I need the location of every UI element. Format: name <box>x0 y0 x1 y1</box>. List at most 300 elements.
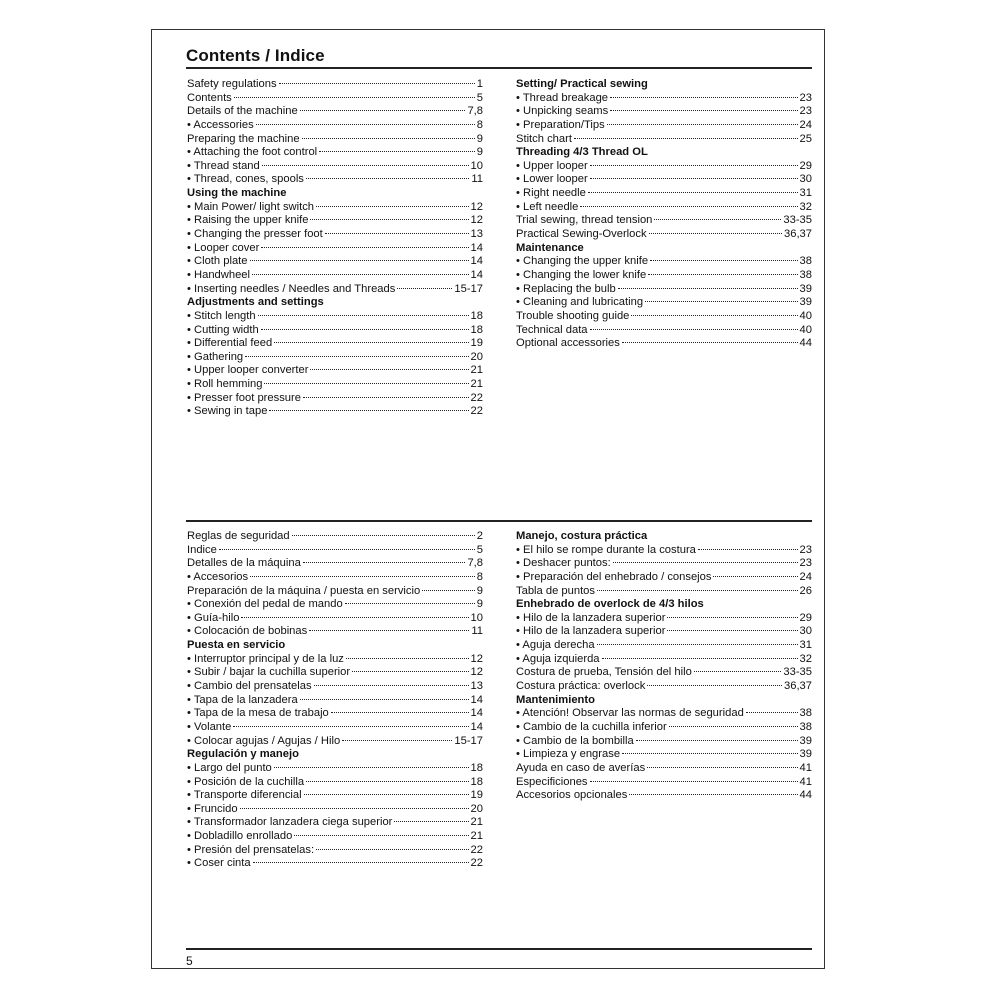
toc-leader <box>610 97 798 98</box>
toc-page-number: 20 <box>470 350 483 363</box>
toc-entry-label: Costura práctica: overlock <box>516 680 646 693</box>
toc-entry <box>516 296 812 310</box>
toc-page-number: 10 <box>470 159 483 172</box>
toc-leader <box>279 83 475 84</box>
toc-entry <box>187 364 483 378</box>
toc-page-number: 8 <box>476 570 483 583</box>
toc-entry <box>187 173 483 187</box>
toc-entry-label: • Cleaning and lubricating <box>516 296 644 309</box>
toc-entry-label: Ayuda en caso de averías <box>516 761 646 774</box>
toc-entry-label: • Colocar agujas / Agujas / Hilo <box>187 734 341 747</box>
toc-entry-label: Optional accessories <box>516 337 620 350</box>
toc-entry <box>516 585 812 599</box>
toc-page-number: 14 <box>470 268 483 281</box>
toc-page-number: 24 <box>799 118 812 131</box>
toc-page-number: 12 <box>470 200 483 213</box>
toc-page-number: 38 <box>799 720 812 733</box>
contents-english-left <box>187 78 483 419</box>
toc-page-number: 5 <box>476 91 483 104</box>
toc-page-number: 13 <box>470 680 483 693</box>
toc-entry <box>516 105 812 119</box>
toc-entry <box>187 680 483 694</box>
toc-leader <box>261 247 468 248</box>
toc-entry-label: • Upper looper converter <box>187 364 309 377</box>
toc-entry-label: Stitch chart <box>516 132 572 145</box>
toc-entry <box>187 598 483 612</box>
toc-page-number: 31 <box>799 639 812 652</box>
toc-leader <box>574 138 798 139</box>
toc-page-number: 14 <box>470 707 483 720</box>
toc-page-number: 9 <box>476 132 483 145</box>
toc-page-number: 38 <box>799 707 812 720</box>
toc-entry-label: • Tapa de la lanzadera <box>187 693 298 706</box>
toc-page-number: 21 <box>470 816 483 829</box>
toc-leader <box>588 192 798 193</box>
toc-entry-label: Tabla de puntos <box>516 584 595 597</box>
toc-entry <box>187 242 483 256</box>
toc-entry <box>187 830 483 844</box>
toc-page-number: 39 <box>799 734 812 747</box>
toc-entry-label: • Tapa de la mesa de trabajo <box>187 707 329 720</box>
toc-entry <box>516 201 812 215</box>
toc-entry <box>187 351 483 365</box>
page-number: 5 <box>186 954 193 968</box>
toc-entry-label: • Volante <box>187 720 232 733</box>
toc-leader <box>253 862 469 863</box>
toc-leader <box>394 821 468 822</box>
toc-entry <box>516 653 812 667</box>
toc-entry-label: • Roll hemming <box>187 378 263 391</box>
toc-page-number: 22 <box>470 405 483 418</box>
toc-page-number: 26 <box>799 584 812 597</box>
toc-entry-label: • Presser foot pressure <box>187 391 301 404</box>
toc-page-number: 30 <box>799 625 812 638</box>
toc-leader <box>667 617 797 618</box>
toc-leader <box>629 794 797 795</box>
toc-entry-label: Detalles de la máquina <box>187 557 301 570</box>
toc-entry <box>187 133 483 147</box>
toc-entry-label: • Subir / bajar la cuchilla superior <box>187 666 351 679</box>
toc-leader <box>306 781 468 782</box>
toc-page-number: 38 <box>799 255 812 268</box>
toc-leader <box>654 219 781 220</box>
toc-leader <box>241 617 468 618</box>
toc-page-number: 39 <box>799 748 812 761</box>
toc-entry <box>187 653 483 667</box>
toc-leader <box>319 151 475 152</box>
toc-leader <box>622 753 798 754</box>
toc-entry <box>516 133 812 147</box>
toc-page-number: 22 <box>470 843 483 856</box>
toc-page-number: 32 <box>799 652 812 665</box>
toc-entry <box>187 392 483 406</box>
toc-entry-label: • Cambio del prensatelas <box>187 680 312 693</box>
toc-entry <box>516 283 812 297</box>
toc-entry-label: Trouble shooting guide <box>516 309 630 322</box>
toc-page-number: 15-17 <box>454 734 483 747</box>
toc-entry-label: • Inserting needles / Needles and Threads <box>187 282 396 295</box>
toc-leader <box>292 535 475 536</box>
toc-page-number: 40 <box>799 323 812 336</box>
toc-heading <box>516 242 812 256</box>
toc-entry <box>516 255 812 269</box>
toc-leader <box>261 329 469 330</box>
toc-page-number: 41 <box>799 775 812 788</box>
toc-entry-label: • Largo del punto <box>187 761 272 774</box>
toc-entry-label: • Cambio de la bombilla <box>516 734 634 747</box>
toc-entry-label: • Accessories <box>187 118 254 131</box>
toc-entry <box>516 789 812 803</box>
toc-page-number: 39 <box>799 296 812 309</box>
toc-leader <box>694 671 782 672</box>
toc-entry-label: Manejo, costura práctica <box>516 530 648 542</box>
toc-entry-label: • Coser cinta <box>187 857 251 870</box>
footer-rule <box>186 948 812 950</box>
toc-page-number: 29 <box>799 159 812 172</box>
toc-leader <box>310 369 468 370</box>
toc-entry-label: • Conexión del pedal de mando <box>187 598 343 611</box>
toc-leader <box>300 699 469 700</box>
toc-page-number: 32 <box>799 200 812 213</box>
toc-leader <box>647 685 782 686</box>
toc-page-number: 36,37 <box>784 228 812 241</box>
toc-entry <box>187 857 483 871</box>
toc-entry <box>187 707 483 721</box>
toc-heading <box>187 748 483 762</box>
toc-page-number: 10 <box>470 611 483 624</box>
toc-entry <box>187 544 483 558</box>
toc-entry-label: Adjustments and settings <box>187 296 324 309</box>
toc-entry-label: • Hilo de la lanzadera superior <box>516 625 666 638</box>
toc-leader <box>713 576 797 577</box>
section-divider <box>186 520 812 522</box>
toc-entry-label: Threading 4/3 Thread OL <box>516 146 648 159</box>
toc-leader <box>602 658 798 659</box>
toc-entry-label: Regulación y manejo <box>187 748 299 761</box>
toc-entry-label: Using the machine <box>187 187 287 200</box>
toc-entry <box>516 214 812 228</box>
toc-entry-label: • Changing the presser foot <box>187 228 323 241</box>
toc-page-number: 13 <box>470 228 483 241</box>
toc-entry <box>516 92 812 106</box>
toc-entry-label: • Differential feed <box>187 337 273 350</box>
toc-entry <box>187 571 483 585</box>
toc-entry <box>516 776 812 790</box>
toc-leader <box>306 178 469 179</box>
toc-leader <box>303 397 469 398</box>
toc-entry-label: Reglas de seguridad <box>187 530 290 542</box>
toc-entry-label: Details of the machine <box>187 105 298 118</box>
toc-entry <box>187 255 483 269</box>
toc-entry <box>516 735 812 749</box>
toc-leader <box>607 124 798 125</box>
toc-entry-label: • Transformador lanzadera ciega superior <box>187 816 393 829</box>
toc-entry-label: • Hilo de la lanzadera superior <box>516 611 666 624</box>
toc-entry-label: Mantenimiento <box>516 693 595 706</box>
toc-entry-label: • Main Power/ light switch <box>187 200 315 213</box>
toc-leader <box>233 726 468 727</box>
toc-page-number: 23 <box>799 105 812 118</box>
title-rule <box>186 67 812 69</box>
toc-entry <box>187 844 483 858</box>
toc-entry <box>187 92 483 106</box>
toc-page-number: 23 <box>799 543 812 556</box>
toc-entry <box>516 762 812 776</box>
toc-heading <box>516 530 812 544</box>
toc-leader <box>590 781 798 782</box>
toc-leader <box>649 233 782 234</box>
toc-page-number: 9 <box>476 146 483 159</box>
toc-page-number: 29 <box>799 611 812 624</box>
toc-entry-label: Practical Sewing-Overlock <box>516 228 647 241</box>
toc-leader <box>580 206 797 207</box>
toc-entry <box>187 557 483 571</box>
toc-leader <box>650 260 798 261</box>
toc-heading <box>516 78 812 92</box>
toc-leader <box>645 301 797 302</box>
toc-page-number: 1 <box>476 78 483 90</box>
toc-entry-label: • Lower looper <box>516 173 588 186</box>
toc-leader <box>352 671 468 672</box>
toc-entry-label: Preparing the machine <box>187 132 300 145</box>
toc-entry <box>516 639 812 653</box>
toc-entry-label: • Thread, cones, spools <box>187 173 304 186</box>
toc-page-number: 11 <box>471 173 483 186</box>
toc-entry <box>187 816 483 830</box>
toc-leader <box>613 562 798 563</box>
toc-entry-label: • Accesorios <box>187 570 249 583</box>
toc-entry <box>516 228 812 242</box>
toc-leader <box>597 590 798 591</box>
toc-entry <box>516 557 812 571</box>
toc-entry <box>516 666 812 680</box>
toc-entry <box>187 694 483 708</box>
toc-entry-label: • Guía-hilo <box>187 611 240 624</box>
toc-page-number: 41 <box>799 761 812 774</box>
toc-entry-label: • Preparation/Tips <box>516 118 605 131</box>
toc-heading <box>187 187 483 201</box>
toc-entry-label: Setting/ Practical sewing <box>516 78 648 90</box>
toc-leader <box>631 315 797 316</box>
toc-entry-label: • Dobladillo enrollado <box>187 830 293 843</box>
toc-entry-label: • Interruptor principal y de la luz <box>187 652 344 665</box>
toc-entry <box>187 269 483 283</box>
toc-entry-label: Indice <box>187 543 217 556</box>
toc-entry-label: • Left needle <box>516 200 579 213</box>
toc-leader <box>303 562 466 563</box>
toc-page-number: 19 <box>470 337 483 350</box>
toc-leader <box>590 165 798 166</box>
toc-leader <box>422 590 475 591</box>
toc-entry <box>516 160 812 174</box>
toc-entry-label: • Colocación de bobinas <box>187 625 308 638</box>
toc-page-number: 15-17 <box>454 282 483 295</box>
toc-entry <box>187 146 483 160</box>
toc-leader <box>300 110 466 111</box>
toc-leader <box>302 138 475 139</box>
toc-entry-label: Preparación de la máquina / puesta en servicio <box>187 584 421 597</box>
toc-page-number: 33-35 <box>783 666 812 679</box>
toc-heading <box>516 598 812 612</box>
toc-entry <box>516 119 812 133</box>
toc-entry-label: • Aguja izquierda <box>516 652 600 665</box>
toc-leader <box>667 630 797 631</box>
toc-heading <box>516 146 812 160</box>
toc-entry-label: • Cloth plate <box>187 255 248 268</box>
toc-page-number: 11 <box>471 625 483 638</box>
toc-page-number: 7,8 <box>467 557 483 570</box>
toc-page-number: 44 <box>799 789 812 802</box>
toc-leader <box>258 315 469 316</box>
toc-entry-label: • Cambio de la cuchilla inferior <box>516 720 667 733</box>
toc-entry-label: • Cutting width <box>187 323 259 336</box>
toc-page-number: 23 <box>799 91 812 104</box>
toc-entry-label: • Changing the upper knife <box>516 255 649 268</box>
toc-heading <box>187 639 483 653</box>
toc-leader <box>316 849 468 850</box>
toc-leader <box>746 712 798 713</box>
toc-leader <box>274 767 469 768</box>
page-title: Contents / Indice <box>186 46 325 65</box>
toc-entry <box>516 721 812 735</box>
toc-page-number: 22 <box>470 391 483 404</box>
toc-entry-label: • Changing the lower knife <box>516 268 647 281</box>
toc-page-number: 21 <box>470 378 483 391</box>
toc-heading <box>516 694 812 708</box>
toc-entry <box>187 283 483 297</box>
toc-page-number: 14 <box>470 720 483 733</box>
toc-page-number: 21 <box>470 830 483 843</box>
toc-entry-label: • Raising the upper knife <box>187 214 309 227</box>
toc-entry <box>187 160 483 174</box>
toc-entry-label: • Stitch length <box>187 309 256 322</box>
toc-entry <box>516 269 812 283</box>
toc-page-number: 19 <box>470 789 483 802</box>
toc-entry <box>516 310 812 324</box>
toc-entry-label: • Thread breakage <box>516 91 609 104</box>
toc-leader <box>648 274 797 275</box>
toc-page-number: 14 <box>470 241 483 254</box>
toc-page-number: 38 <box>799 268 812 281</box>
toc-entry-label: • El hilo se rompe durante la costura <box>516 543 696 556</box>
toc-entry <box>516 337 812 351</box>
toc-leader <box>346 658 469 659</box>
toc-leader <box>219 549 475 550</box>
toc-page-number: 23 <box>799 557 812 570</box>
toc-leader <box>234 97 475 98</box>
toc-leader <box>250 260 469 261</box>
toc-entry <box>516 324 812 338</box>
toc-entry <box>516 571 812 585</box>
toc-page-number: 21 <box>470 364 483 377</box>
toc-leader <box>397 288 452 289</box>
toc-page-number: 12 <box>470 652 483 665</box>
toc-entry-label: • Unpicking seams <box>516 105 609 118</box>
toc-entry <box>187 789 483 803</box>
toc-entry <box>187 776 483 790</box>
toc-entry <box>187 228 483 242</box>
toc-entry-label: • Gathering <box>187 350 244 363</box>
toc-leader <box>269 410 468 411</box>
toc-leader <box>325 233 469 234</box>
toc-page-number: 31 <box>799 187 812 200</box>
toc-leader <box>250 576 475 577</box>
toc-entry <box>516 707 812 721</box>
toc-entry <box>516 187 812 201</box>
toc-entry-label: • Sewing in tape <box>187 405 268 418</box>
toc-entry-label: Trial sewing, thread tension <box>516 214 653 227</box>
toc-entry-label: Technical data <box>516 323 588 336</box>
toc-leader <box>331 712 469 713</box>
toc-entry <box>516 173 812 187</box>
toc-leader <box>294 835 468 836</box>
toc-leader <box>245 356 468 357</box>
toc-entry <box>187 585 483 599</box>
toc-leader <box>618 288 798 289</box>
toc-leader <box>342 740 452 741</box>
toc-entry-label: • Preparación del enhebrado / consejos <box>516 570 712 583</box>
toc-entry <box>187 666 483 680</box>
toc-entry <box>187 214 483 228</box>
toc-page-number: 18 <box>470 323 483 336</box>
toc-entry <box>187 337 483 351</box>
toc-leader <box>240 808 469 809</box>
toc-heading <box>187 296 483 310</box>
toc-entry <box>516 680 812 694</box>
toc-entry <box>187 721 483 735</box>
toc-entry <box>187 78 483 92</box>
toc-entry <box>187 119 483 133</box>
toc-entry <box>187 201 483 215</box>
toc-entry <box>187 324 483 338</box>
toc-entry-label: Maintenance <box>516 241 584 254</box>
toc-entry <box>516 544 812 558</box>
toc-page-number: 18 <box>470 309 483 322</box>
toc-leader <box>636 740 798 741</box>
toc-entry-label: Safety regulations <box>187 78 277 90</box>
toc-entry <box>187 612 483 626</box>
toc-page-number: 2 <box>476 530 483 542</box>
toc-entry <box>187 530 483 544</box>
toc-page-number: 14 <box>470 693 483 706</box>
toc-entry <box>187 105 483 119</box>
toc-leader <box>590 178 798 179</box>
toc-leader <box>316 206 469 207</box>
toc-leader <box>345 603 475 604</box>
toc-entry-label: • Fruncido <box>187 802 238 815</box>
toc-page-number: 7,8 <box>467 105 483 118</box>
toc-entry-label: • Posición de la cuchilla <box>187 775 305 788</box>
toc-leader <box>669 726 798 727</box>
toc-entry <box>187 378 483 392</box>
toc-leader <box>252 274 469 275</box>
toc-entry-label: • Aguja derecha <box>516 639 595 652</box>
toc-page-number: 25 <box>799 132 812 145</box>
toc-leader <box>309 630 469 631</box>
toc-entry-label: • Limpieza y engrase <box>516 748 621 761</box>
toc-entry-label: Especificiones <box>516 775 588 788</box>
toc-entry-label: Costura de prueba, Tensión del hilo <box>516 666 692 679</box>
toc-page-number: 12 <box>470 214 483 227</box>
toc-page-number: 22 <box>470 857 483 870</box>
toc-page-number: 12 <box>470 666 483 679</box>
toc-entry <box>187 735 483 749</box>
contents-spanish-left <box>187 530 483 871</box>
toc-entry <box>187 803 483 817</box>
toc-entry <box>187 762 483 776</box>
toc-entry-label: Accesorios opcionales <box>516 789 628 802</box>
toc-page-number: 33-35 <box>783 214 812 227</box>
